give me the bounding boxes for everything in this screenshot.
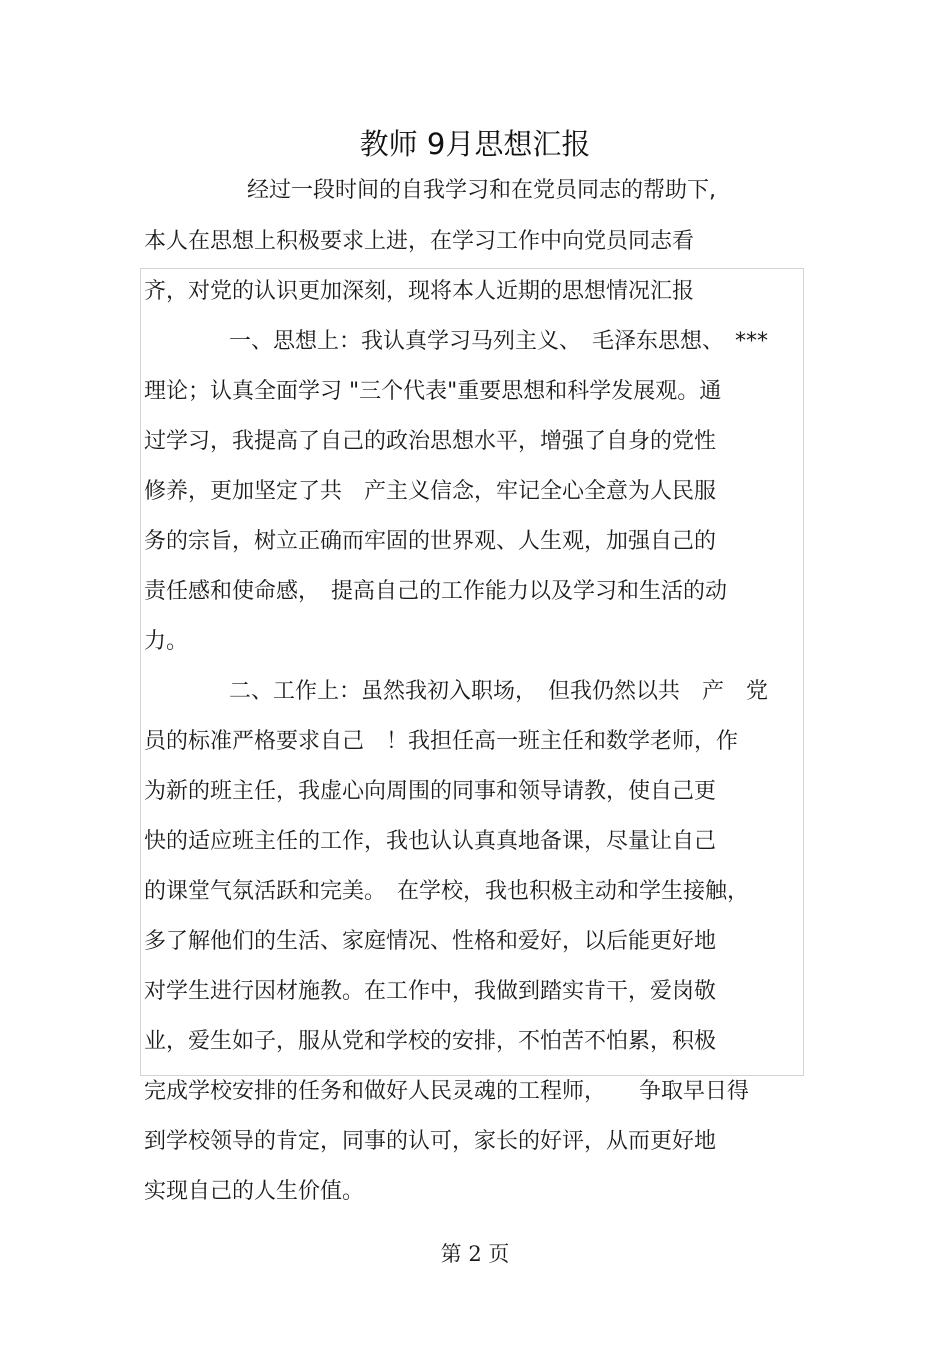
text-line: 实现自己的人生价值。 — [144, 1179, 365, 1204]
page-number: 第 2 页 — [440, 1242, 510, 1266]
text-line: 的课堂气氛活跃和完美。 在学校，我也积极主动和学生接触， — [144, 879, 750, 904]
text-line: 修养，更加坚定了共 产主义信念，牢记全心全意为人民服 — [144, 479, 717, 504]
text-line: 理论；认真全面学习 "三个代表"重要思想和科学发展观。通 — [144, 379, 722, 404]
text-line: 经过一段时间的自我学习和在党员同志的帮助下, — [247, 178, 716, 203]
text-line: 到学校领导的肯定，同事的认可，家长的好评，从而更好地 — [144, 1129, 717, 1154]
text-line: 为新的班主任，我虚心向周围的同事和领导请教，使自己更 — [144, 779, 717, 804]
text-line: 务的宗旨，树立正确而牢固的世界观、人生观，加强自己的 — [144, 529, 717, 554]
text-line: 业，爱生如子，服从党和学校的安排，不怕苦不怕累，积极 — [144, 1029, 717, 1054]
text-line: 快的适应班主任的工作，我也认认真真地备课，尽量让自己 — [144, 829, 717, 854]
text-line: 二、工作上：虽然我初入职场， 但我仍然以共 产 党 — [229, 679, 769, 704]
text-line: 齐，对党的认识更加深刻，现将本人近期的思想情况汇报 — [144, 279, 695, 304]
text-line: 完成学校安排的任务和做好人民灵魂的工程师， 争取早日得 — [144, 1079, 750, 1104]
text-line: 员的标准严格要求自己 ！我担任高一班主任和数学老师，作 — [144, 729, 739, 754]
text-line: 责任感和使命感， 提高自己的工作能力以及学习和生活的动 — [144, 579, 728, 604]
document-title: 教师 9月思想汇报 — [359, 127, 591, 161]
text-line: 力。 — [144, 629, 189, 654]
text-line: 对学生进行因材施教。在工作中，我做到踏实肯干，爱岗敬 — [144, 979, 717, 1004]
text-line: 一、思想上：我认真学习马列主义、 毛泽东思想、 *** — [229, 329, 769, 354]
text-line: 多了解他们的生活、家庭情况、性格和爱好，以后能更好地 — [144, 929, 717, 954]
text-line: 本人在思想上积极要求上进，在学习工作中向党员同志看 — [144, 229, 695, 254]
text-line: 过学习，我提高了自己的政治思想水平，增强了自身的党性 — [144, 429, 717, 454]
